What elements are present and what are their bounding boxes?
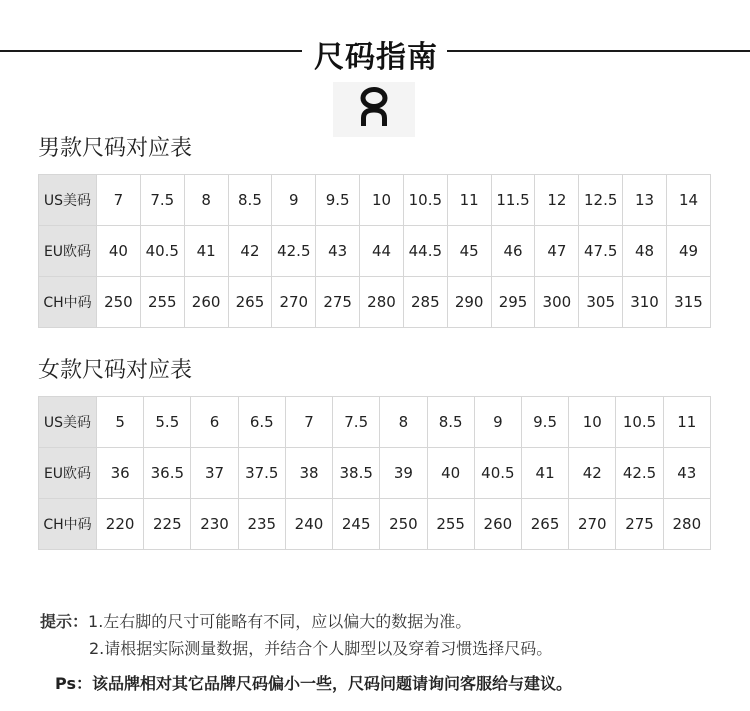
size-cell: 9 (272, 175, 316, 226)
table-row (39, 226, 711, 277)
tip-line-2: 2.请根据实际测量数据，并结合个人脚型以及穿着习惯选择尺码。 (89, 639, 553, 658)
size-cell: 46 (491, 226, 535, 277)
size-cell: 37 (191, 448, 238, 499)
table-row (39, 499, 711, 550)
size-cell: 40 (427, 448, 474, 499)
size-cell: 11.5 (491, 175, 535, 226)
size-cell: 42.5 (616, 448, 663, 499)
size-cell: 7.5 (140, 175, 184, 226)
size-cell: 40.5 (140, 226, 184, 277)
table-row (39, 175, 711, 226)
size-cell: 220 (97, 499, 144, 550)
row-header: EU欧码 (39, 448, 97, 499)
size-cell: 7 (97, 175, 141, 226)
row-header: US美码 (39, 397, 97, 448)
size-cell: 9 (474, 397, 521, 448)
size-cell: 250 (380, 499, 427, 550)
size-cell: 225 (144, 499, 191, 550)
size-cell: 7 (285, 397, 332, 448)
table-row (39, 277, 711, 328)
size-cell: 37.5 (238, 448, 285, 499)
size-cell: 260 (184, 277, 228, 328)
size-cell: 235 (238, 499, 285, 550)
size-cell: 38.5 (333, 448, 380, 499)
size-cell: 6.5 (238, 397, 285, 448)
page-header (0, 28, 750, 78)
size-cell: 6 (191, 397, 238, 448)
size-cell: 39 (380, 448, 427, 499)
size-cell: 255 (427, 499, 474, 550)
size-cell: 40 (97, 226, 141, 277)
size-cell: 250 (97, 277, 141, 328)
header-divider-left (0, 50, 302, 52)
size-cell: 36 (97, 448, 144, 499)
size-cell: 275 (616, 499, 663, 550)
size-cell: 10 (360, 175, 404, 226)
size-cell: 10.5 (616, 397, 663, 448)
size-cell: 8 (184, 175, 228, 226)
size-cell: 5.5 (144, 397, 191, 448)
size-cell: 265 (521, 499, 568, 550)
women-size-table (38, 396, 711, 550)
size-cell: 285 (403, 277, 447, 328)
size-cell: 280 (663, 499, 710, 550)
size-cell: 44 (360, 226, 404, 277)
size-cell: 5 (97, 397, 144, 448)
size-cell: 42 (228, 226, 272, 277)
size-cell: 290 (447, 277, 491, 328)
table-row (39, 397, 711, 448)
size-cell: 9.5 (521, 397, 568, 448)
size-cell: 300 (535, 277, 579, 328)
size-cell: 47 (535, 226, 579, 277)
row-header: CH中码 (39, 499, 97, 550)
size-cell: 13 (623, 175, 667, 226)
tip-line-1: 1.左右脚的尺寸可能略有不同，应以偏大的数据为准。 (88, 612, 472, 631)
size-cell: 8.5 (228, 175, 272, 226)
size-cell: 14 (666, 175, 710, 226)
header-divider-right (447, 50, 750, 52)
size-cell: 49 (666, 226, 710, 277)
page-title: 尺码指南 (314, 40, 438, 75)
size-cell: 245 (333, 499, 380, 550)
size-cell: 10.5 (403, 175, 447, 226)
size-cell: 36.5 (144, 448, 191, 499)
men-size-table (38, 174, 711, 328)
size-cell: 315 (666, 277, 710, 328)
size-cell: 305 (579, 277, 623, 328)
row-header: US美码 (39, 175, 97, 226)
size-cell: 230 (191, 499, 238, 550)
size-cell: 43 (663, 448, 710, 499)
row-header: EU欧码 (39, 226, 97, 277)
size-cell: 280 (360, 277, 404, 328)
size-cell: 8 (380, 397, 427, 448)
size-cell: 270 (272, 277, 316, 328)
size-cell: 42.5 (272, 226, 316, 277)
size-cell: 41 (184, 226, 228, 277)
size-cell: 265 (228, 277, 272, 328)
size-cell: 12.5 (579, 175, 623, 226)
size-cell: 48 (623, 226, 667, 277)
table-row (39, 448, 711, 499)
size-cell: 41 (521, 448, 568, 499)
size-cell: 40.5 (474, 448, 521, 499)
size-cell: 255 (140, 277, 184, 328)
size-cell: 310 (623, 277, 667, 328)
size-cell: 260 (474, 499, 521, 550)
ps-note: Ps：该品牌相对其它品牌尺码偏小一些，尺码问题请询问客服给与建议。 (55, 674, 572, 693)
tips-block (40, 608, 552, 662)
size-cell: 43 (316, 226, 360, 277)
size-cell: 38 (285, 448, 332, 499)
size-cell: 240 (285, 499, 332, 550)
size-cell: 7.5 (333, 397, 380, 448)
size-cell: 8.5 (427, 397, 474, 448)
size-cell: 47.5 (579, 226, 623, 277)
size-cell: 42 (569, 448, 616, 499)
size-cell: 11 (663, 397, 710, 448)
size-cell: 9.5 (316, 175, 360, 226)
size-cell: 10 (569, 397, 616, 448)
men-section-title: 男款尺码对应表 (38, 136, 193, 161)
size-cell: 12 (535, 175, 579, 226)
women-section-title: 女款尺码对应表 (38, 358, 193, 383)
size-cell: 295 (491, 277, 535, 328)
size-cell: 45 (447, 226, 491, 277)
size-cell: 11 (447, 175, 491, 226)
size-cell: 270 (569, 499, 616, 550)
size-cell: 44.5 (403, 226, 447, 277)
size-cell: 275 (316, 277, 360, 328)
tips-label: 提示： (40, 612, 89, 631)
on-brand-logo-icon (333, 82, 415, 137)
row-header: CH中码 (39, 277, 97, 328)
